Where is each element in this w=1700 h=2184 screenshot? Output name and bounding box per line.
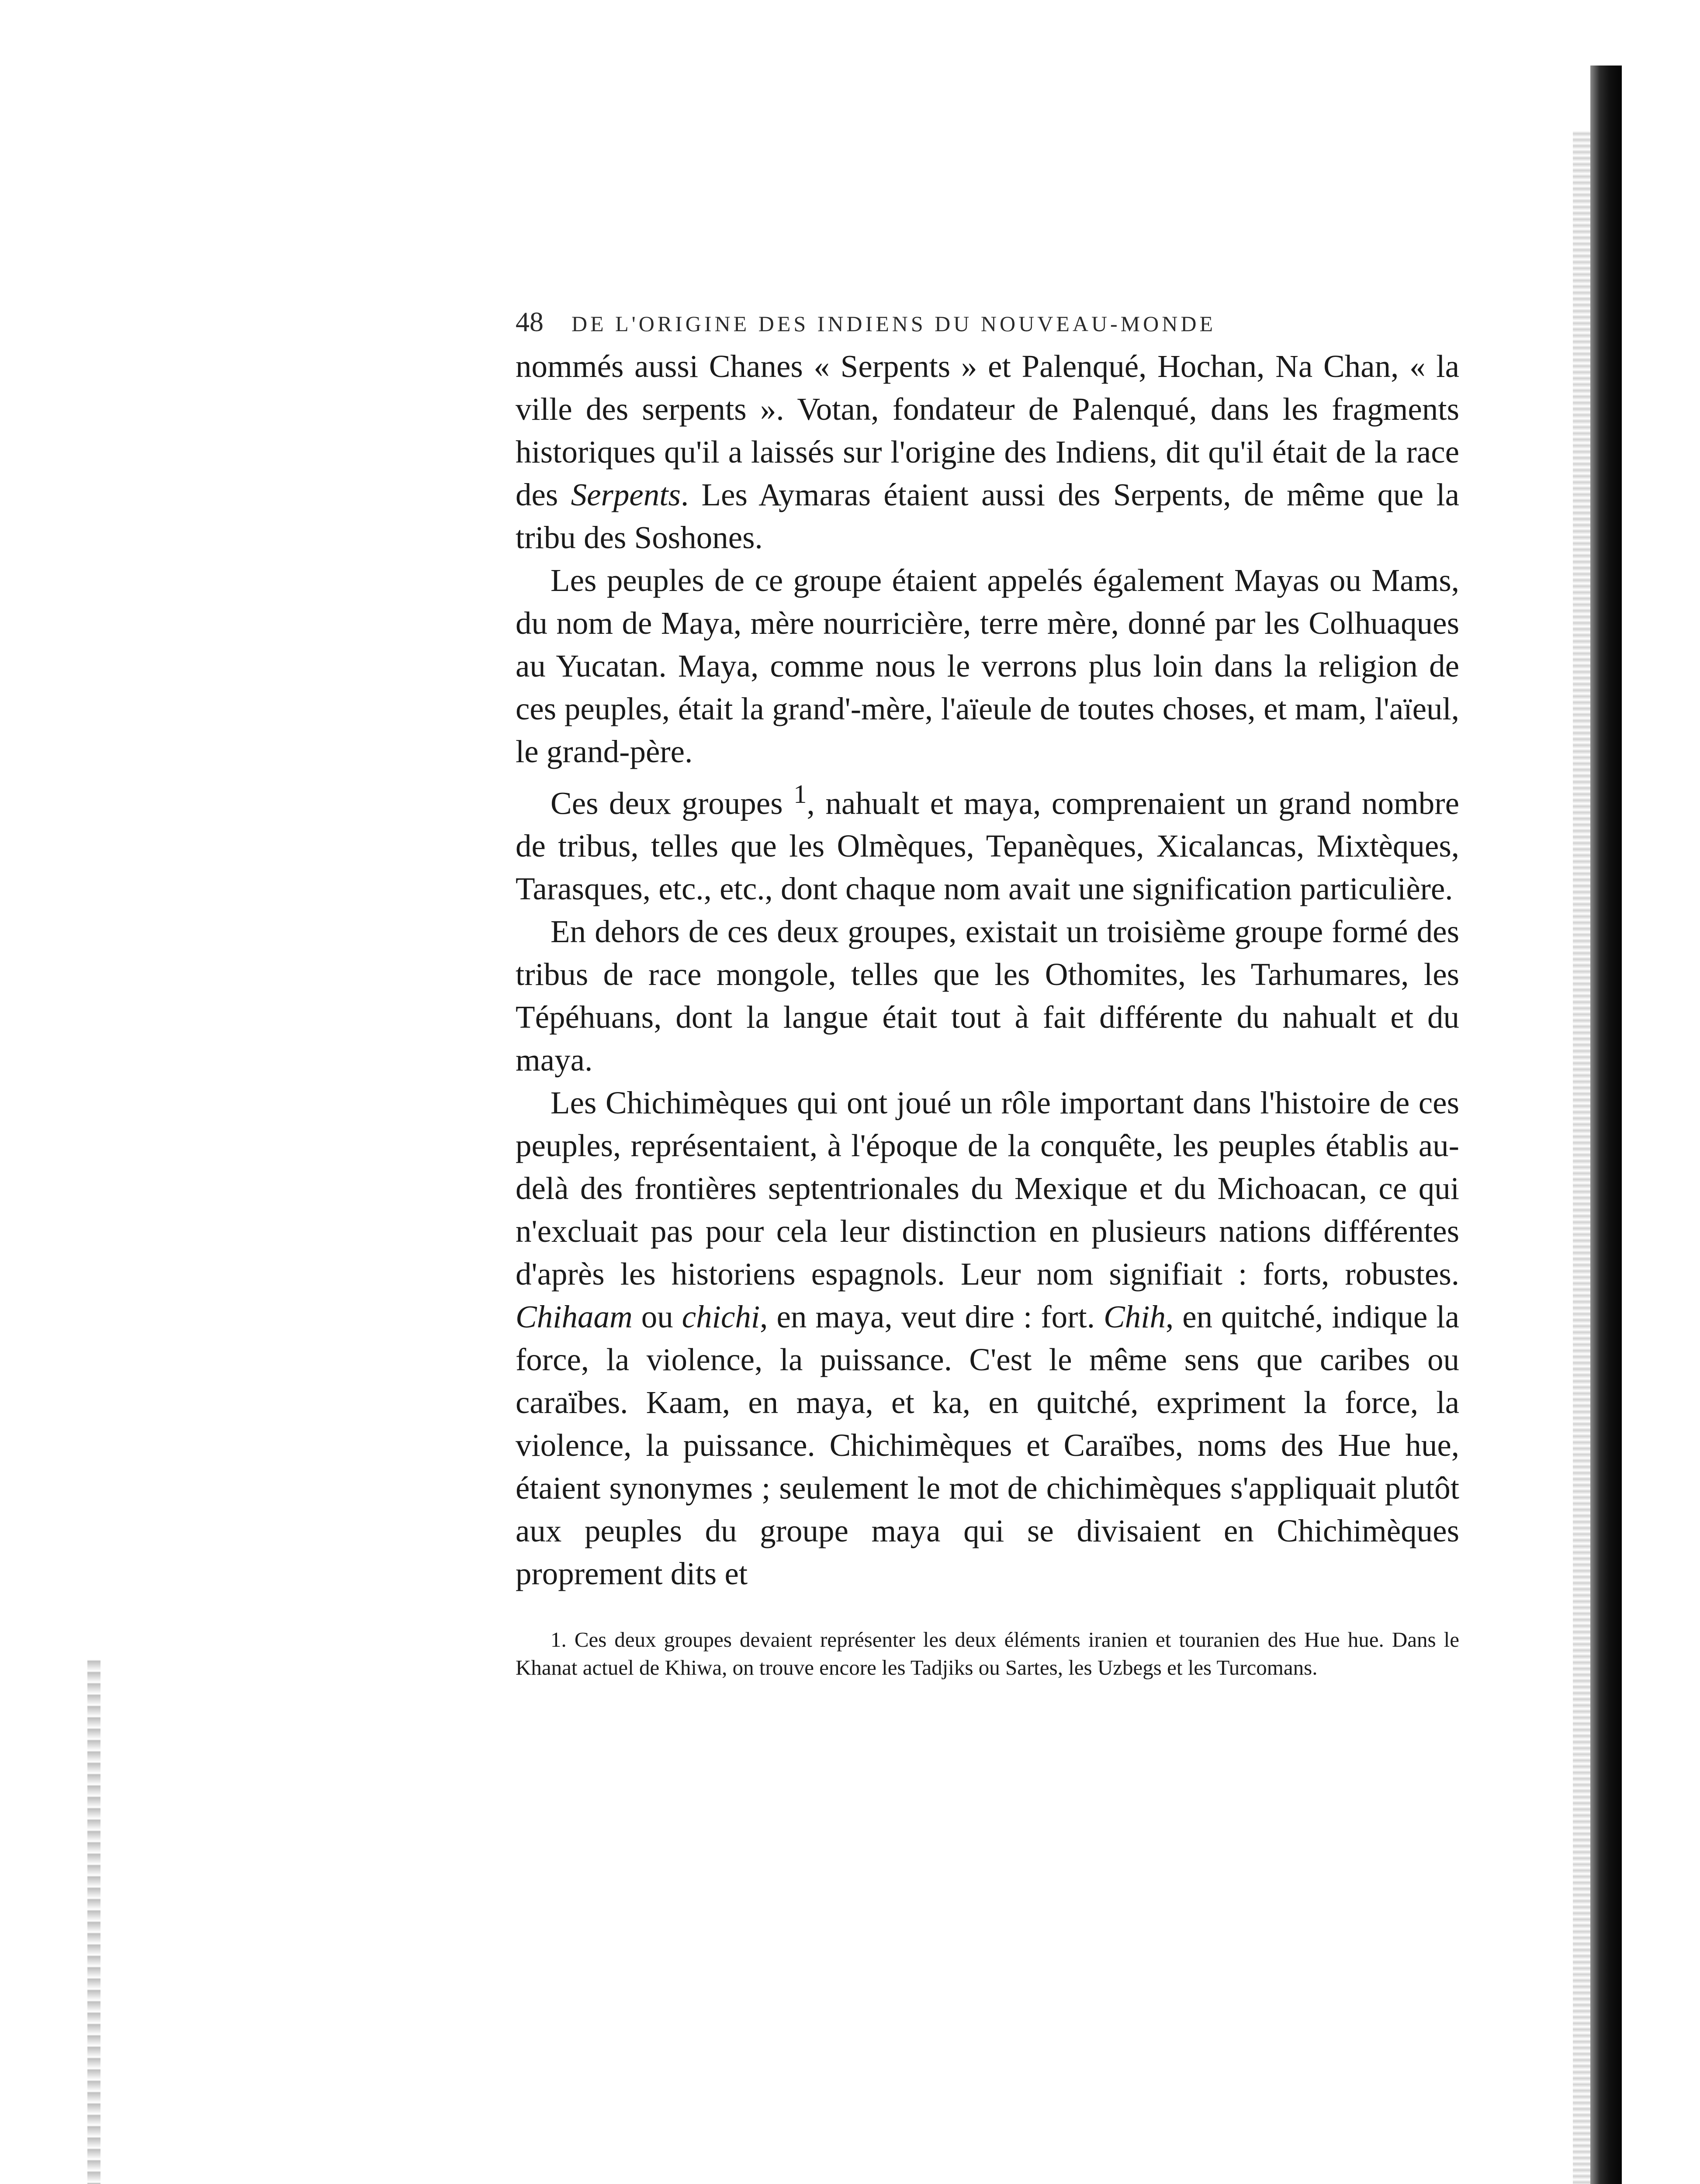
italic-text: chichi xyxy=(682,1299,760,1335)
book-page xyxy=(516,306,1459,1682)
italic-text: Serpents xyxy=(571,477,681,512)
footnotes xyxy=(516,1626,1459,1682)
paragraph-text: ou xyxy=(632,1299,682,1335)
italic-text: Chih xyxy=(1103,1299,1166,1335)
paragraph xyxy=(516,1082,1459,1595)
paragraph xyxy=(516,910,1459,1082)
scan-edge-shadow xyxy=(1590,66,1622,2184)
body-text xyxy=(516,345,1459,1595)
paragraph-text: , en maya, veut dire : fort. xyxy=(760,1299,1104,1335)
scan-margin-marks xyxy=(87,1660,100,2184)
paragraph-text: En dehors de ces deux groupes, existait un troisième groupe formé des tribus de race mongole, telles que les Othomites, les Tarhumares, les Tépéhuans, dont la langue était tout à fait différente du nahualt et du maya. xyxy=(516,914,1459,1078)
paragraph xyxy=(516,773,1459,910)
paragraph-text: Les peuples de ce groupe étaient appelés également Mayas ou Mams, du nom de Maya, mère nourricière, terre mère, donné par les Colhuaques au Yucatan. Maya, comme nous le verrons plus loin dans la religion de ces peuples, était la grand'-mère, l'aïeule de toutes choses, et mam, l'aïeul, le grand-père. xyxy=(516,563,1459,769)
running-title: DE L'ORIGINE DES INDIENS DU NOUVEAU-MONDE xyxy=(571,311,1216,336)
running-head xyxy=(516,306,1459,345)
paragraph xyxy=(516,345,1459,559)
footnote: 1. Ces deux groupes devaient représenter les deux éléments iranien et touranien des Hue hue. Dans le Khanat actuel de Khiwa, on trouve encore les Tadjiks ou Sartes, les Uzbegs et les Turcomans. xyxy=(516,1628,1459,1680)
paragraph-text: Les Chichimèques qui ont joué un rôle important dans l'histoire de ces peuples, représentaient, à l'époque de la conquête, les peuples établis au-delà des frontières septentrionales du Mexique et du Michoacan, ce qui n'excluait pas pour cela leur distinction en plusieurs nations différentes d'après les historiens espagnols. Leur nom signifiait : forts, robustes. xyxy=(516,1085,1459,1292)
paragraph-text: nommés aussi Chanes « Serpents » et Palenqué, Hochan, Na Chan, « la ville des serpents ». Votan, fondateur de Palenqué, dans les fragments historiques qu'il a laissés sur l'origine des Indiens, dit qu'il était de la race des xyxy=(516,349,1459,512)
paragraph-text: Ces deux groupes xyxy=(551,785,794,821)
paragraph-text: , nahualt et maya, comprenaient un grand nombre de tribus, telles que les Olmèques, Tepanèques, Xicalancas, Mixtèques, Tarasques, etc., etc., dont chaque nom avait une signification particulière. xyxy=(516,785,1459,907)
page-number: 48 xyxy=(516,306,544,337)
italic-text: Chihaam xyxy=(516,1299,633,1335)
footnote-ref: 1 xyxy=(793,780,807,809)
paragraph-text: , en quitché, indique la force, la violence, la puissance. C'est le même sens que caribes ou caraïbes. Kaam, en maya, et ka, en quitché, expriment la force, la violence, la puissance. Chichimèques et Caraïbes, noms des Hue hue, étaient synonymes ; seulement le mot de chichimèques s'appliquait plutôt aux peuples du groupe maya qui se divisaient en Chichimèques proprement dits et xyxy=(516,1299,1460,1592)
scan-edge-noise xyxy=(1573,131,1590,2184)
paragraph xyxy=(516,559,1459,773)
paragraph-text: . Les Aymaras étaient aussi des Serpents, de même que la tribu des Soshones. xyxy=(516,477,1459,555)
